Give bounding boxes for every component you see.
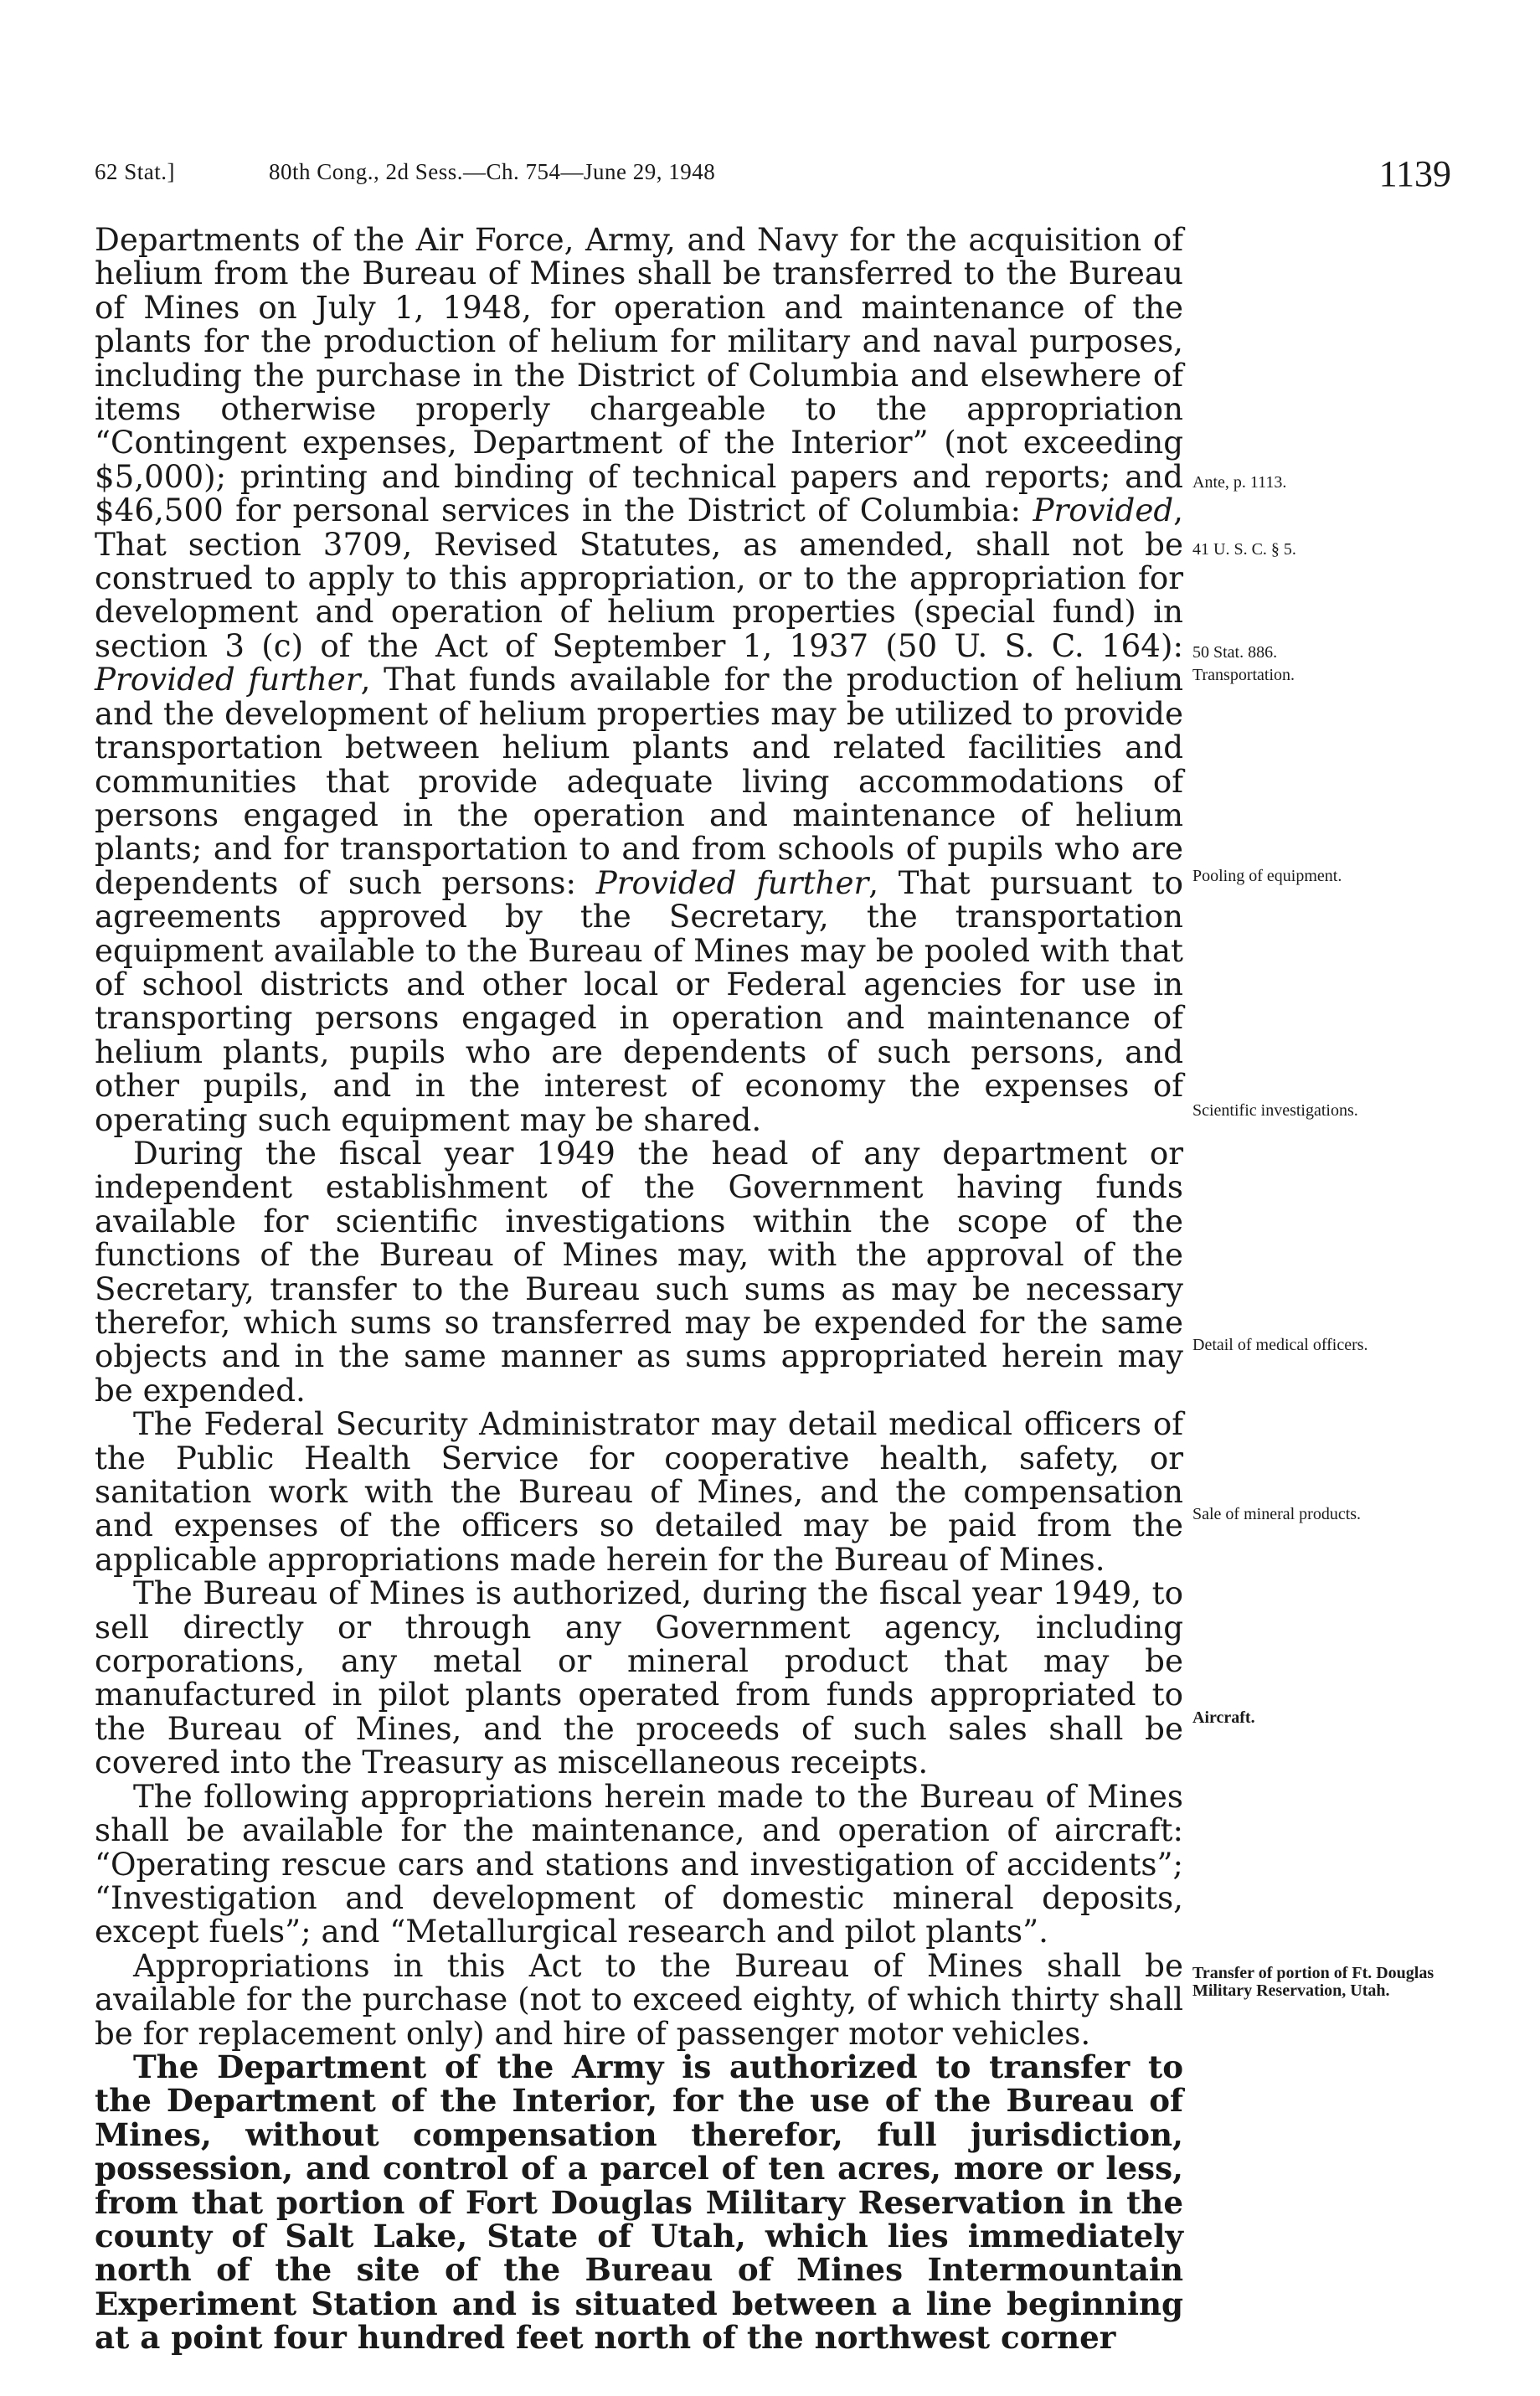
margin-note-sale: Sale of mineral products. bbox=[1192, 1505, 1362, 1523]
paragraph-text: Departments of the Air Force, Army, and Navy for the acquisition of helium from the Bureau of Mines shall be transferred to the Bureau of Mines on July 1, 1948, for operation and maintenance of the plants for the production of helium for military and naval purposes, including the purchase in the District of Columbia and elsewhere of items otherwise properly chargeable to the appropriation “Contingent expenses, Department of the Interior” (not exceeding $5,000); printing and binding of technical papers and reports; and $46,500 for personal services in the District of Columbia: bbox=[95, 221, 1183, 529]
page-number: 1139 bbox=[1378, 153, 1451, 194]
statute-paragraph bbox=[95, 1407, 1183, 1576]
statute-body bbox=[95, 221, 1184, 2357]
statute-paragraph bbox=[95, 223, 1183, 1136]
paragraph-text: The following appropriations herein made to the Bureau of Mines shall be available for the maintenance, and operation of aircraft: “Operating rescue cars and stations and investigation of accidents”; “Investigation and development of domestic mineral deposits, except fuels”; and “Metallurgical research and pilot plants”. bbox=[95, 1777, 1183, 1950]
paragraph-text: The Department of the Army is authorized to transfer to the Department of the Interior, for the use of the Bureau of Mines, without compensation therefor, full jurisdiction, possession, and control of a parcel of ten acres, more or less, from that portion of Fort Douglas Military Reservation in the county of Salt Lake, State of Utah, which lies immediately north of the site of the Bureau of Mines Intermountain Experiment Station and is situated between a line beginning at a point four hundred feet north of the northwest corner bbox=[95, 2048, 1183, 2357]
paragraph-text: , That section 3709, Revised Statutes, as amended, shall not be construed to apply to this appropriation, or to the appropriation for development and operation of helium properties (special fund) in section 3 (c) of the Act of September 1, 1937 (50 U. S. C. 164): bbox=[95, 492, 1183, 664]
margin-notes bbox=[1192, 223, 1444, 2283]
statute-paragraph bbox=[95, 1136, 1183, 1407]
paragraph-text: The Bureau of Mines is authorized, during the fiscal year 1949, to sell directly or through any Government agency, including corporations, any metal or mineral product that may be manufactured in pilot plants operated from funds appropriated to the Bureau of Mines, and the proceeds of such sales shall be covered into the Treasury as miscellaneous receipts. bbox=[95, 1574, 1183, 1781]
statute-paragraph bbox=[95, 1576, 1183, 1779]
margin-note-usc: 41 U. S. C. § 5. bbox=[1192, 540, 1296, 559]
running-header bbox=[95, 153, 1451, 201]
margin-note-transportation: Transportation. bbox=[1192, 666, 1295, 684]
italic-proviso: Provided bbox=[1033, 492, 1174, 529]
paragraph-text: , That pursuant to agreements approved by the Secretary, the transportation equipment available to the Bureau of Mines may be pooled with that of school districts and other local or Federal agencies for use in transporting persons engaged in operation and maintenance of helium plants, pupils who are dependents of such persons, and other pupils, and in the interest of economy the expenses of operating such equipment may be shared. bbox=[95, 863, 1183, 1138]
paragraph-text: The Federal Security Administrator may detail medical officers of the Public Health Service for cooperative health, safety, or sanitation work with the Bureau of Mines, and the compensation and expenses of the officers so detailed may be paid from the applicable appropriations made herein for the Bureau of Mines. bbox=[95, 1405, 1183, 1578]
session-chapter-date: 80th Cong., 2d Sess.—Ch. 754—June 29, 1948 bbox=[269, 159, 716, 184]
statute-paragraph bbox=[95, 1946, 1183, 2052]
margin-note-pooling: Pooling of equipment. bbox=[1192, 867, 1342, 885]
paragraph-text: During the fiscal year 1949 the head of any department or independent establishment of the Government having funds available for scientific investigations within the scope of the functions of the Bureau of Mines may, with the approval of the Secretary, transfer to the Bureau such sums as may be necessary therefor, which sums so transferred may be expended for the same objects and in the same manner as sums appropriated herein may be expended. bbox=[95, 1134, 1183, 1409]
margin-note-transfer: Transfer of portion of Ft. Douglas Military Reservation, Utah. bbox=[1192, 1964, 1434, 2000]
margin-note-stat: 50 Stat. 886. bbox=[1192, 643, 1278, 662]
italic-proviso: Provided further bbox=[95, 661, 361, 698]
margin-note-medical: Detail of medical officers. bbox=[1192, 1336, 1368, 1354]
margin-note-scientific: Scientific investigations. bbox=[1192, 1101, 1358, 1120]
italic-proviso: Provided further bbox=[595, 863, 869, 901]
margin-note-ante: Ante, p. 1113. bbox=[1192, 473, 1287, 492]
statute-paragraph bbox=[95, 2050, 1183, 2355]
paragraph-text: , That funds available for the production of helium and the development of helium properties may be utilized to provide transportation between helium plants and related facilities and communities that provide adequate living accommodations of persons engaged in the operation and maintenance of helium plants; and for transportation to and from schools of pupils who are dependents of such persons: bbox=[95, 661, 1184, 901]
statute-paragraph bbox=[95, 1777, 1183, 1950]
volume-reference: 62 Stat.] bbox=[95, 159, 175, 184]
margin-note-aircraft: Aircraft. bbox=[1192, 1708, 1255, 1727]
paragraph-text: Appropriations in this Act to the Bureau of Mines shall be available for the purchase (not to exceed eighty, of which thirty shall be for replacement only) and hire of passenger motor vehicles. bbox=[95, 1946, 1183, 2052]
